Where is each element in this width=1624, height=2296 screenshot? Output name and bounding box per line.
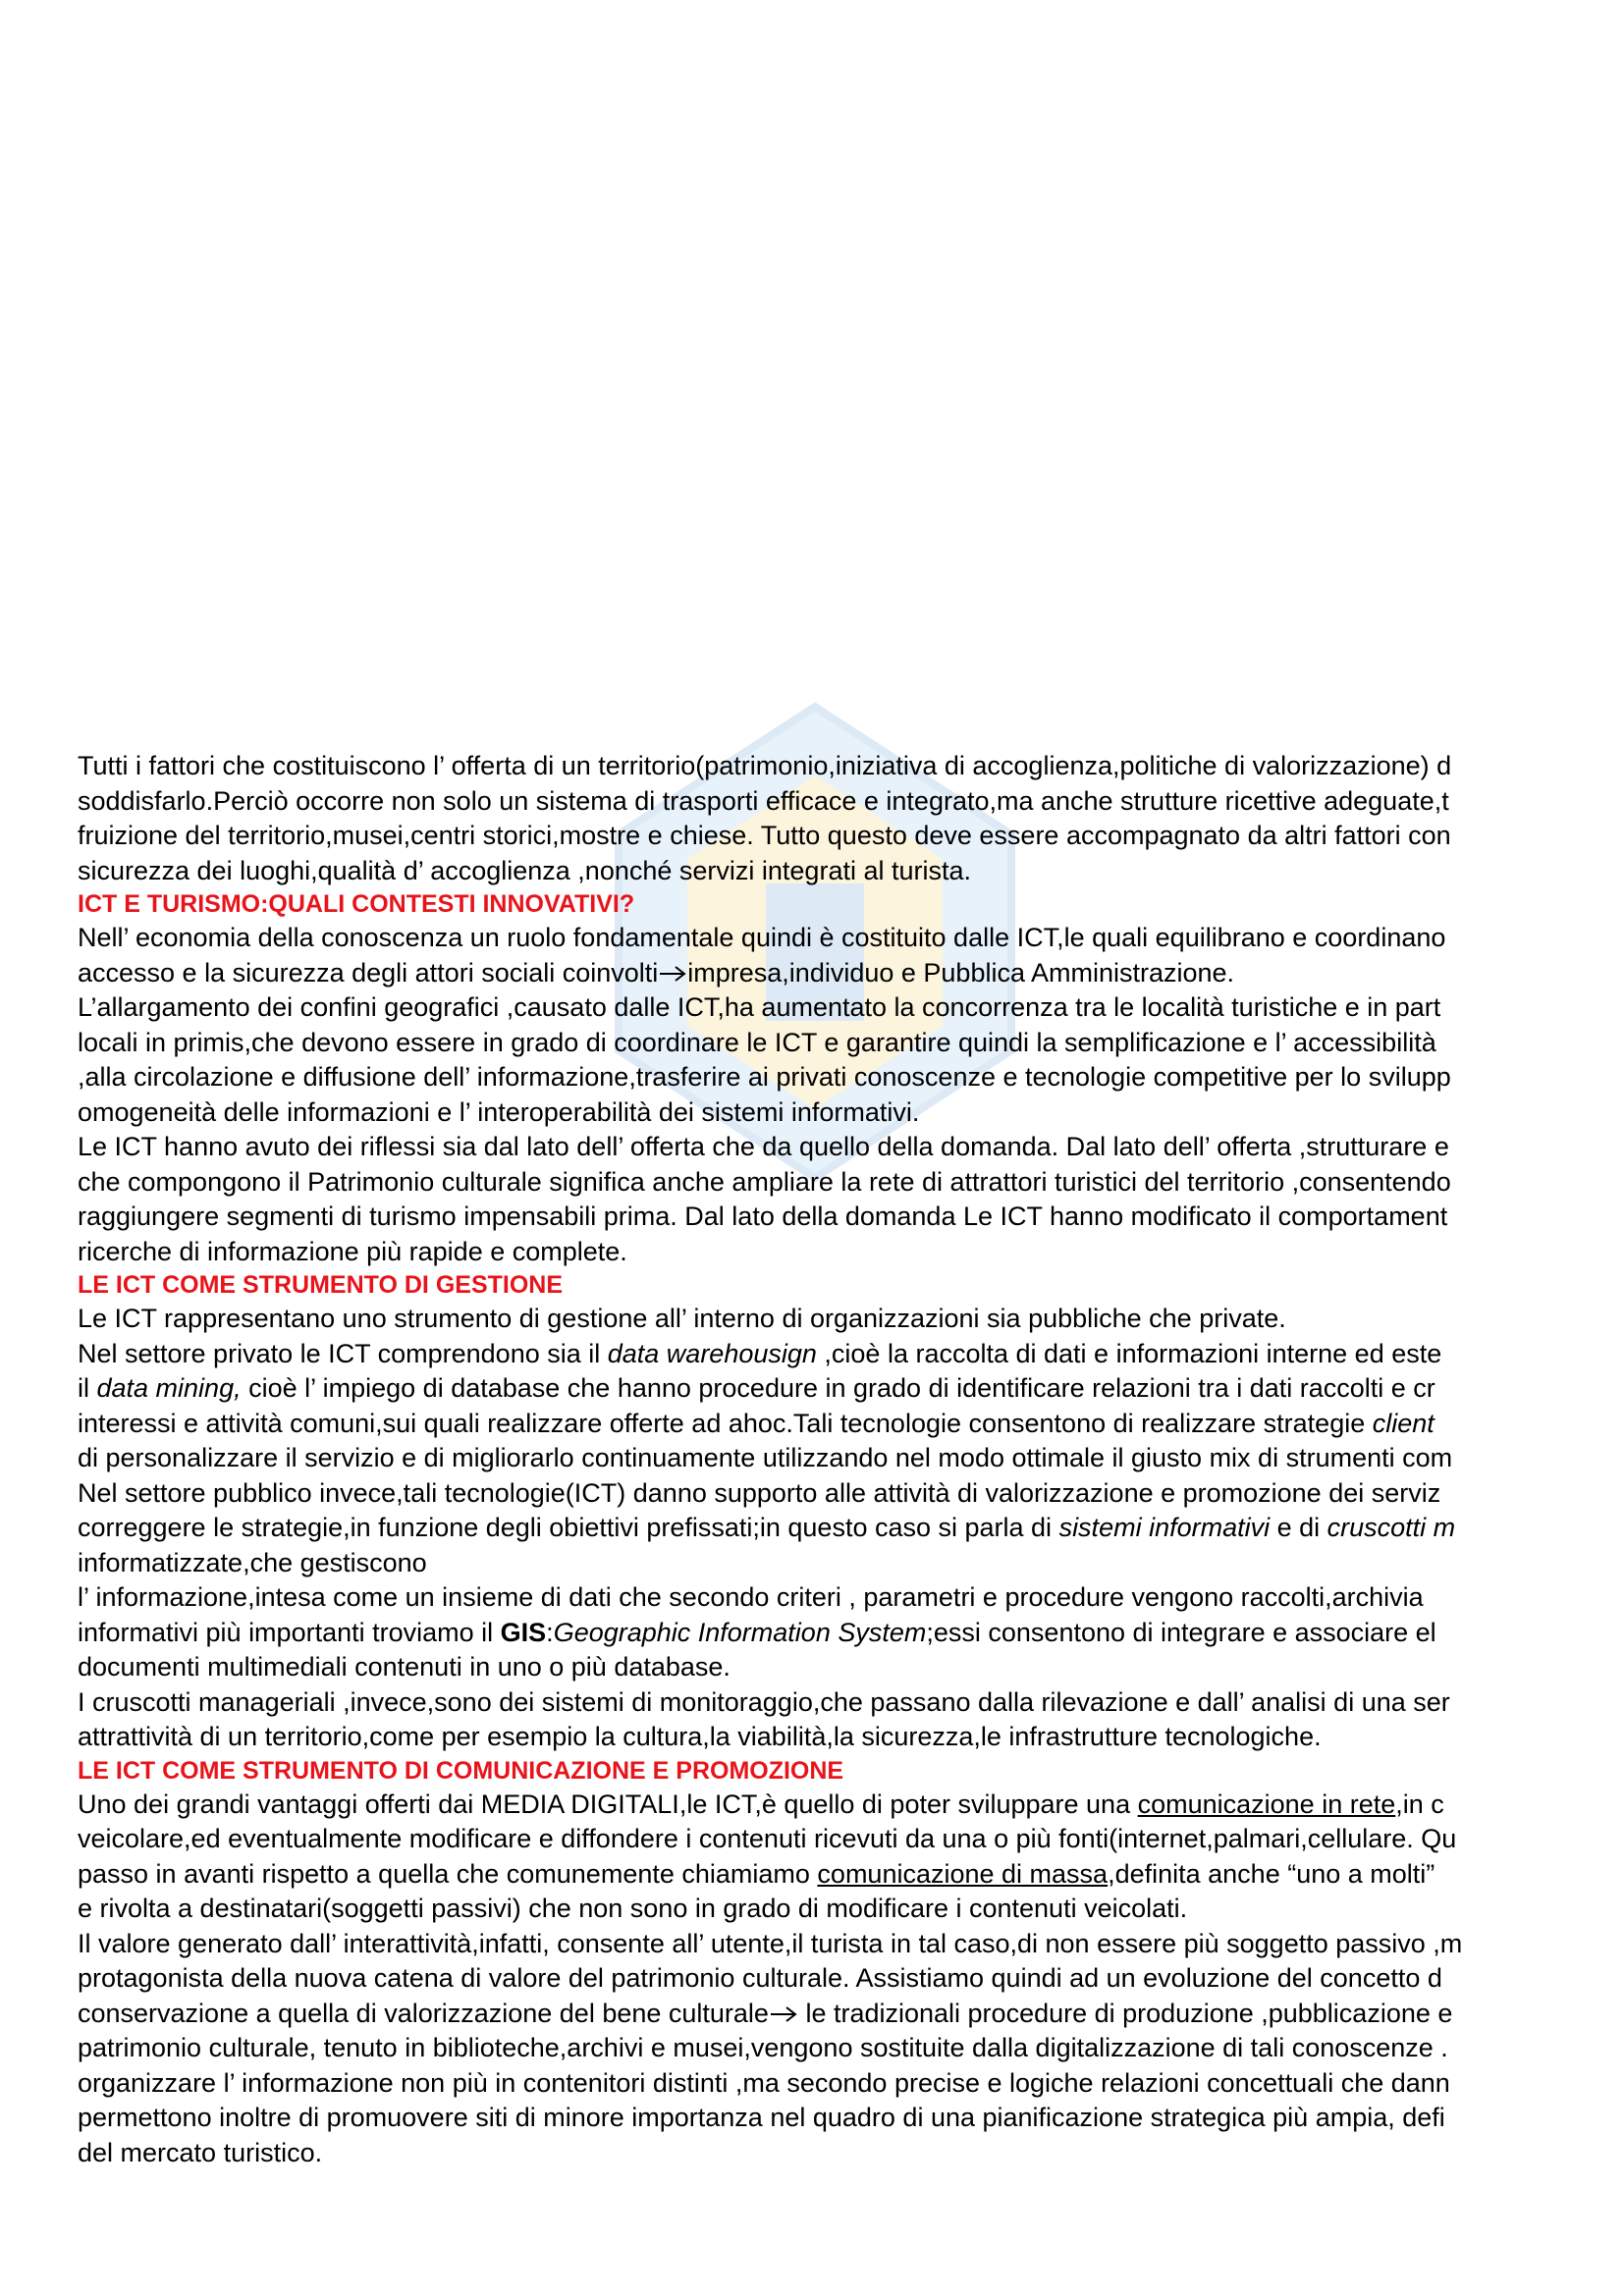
text-line: ricerche di informazione più rapide e complete. [78,1236,627,1266]
text-segment: il [78,1373,97,1403]
italic-term: client [1372,1408,1435,1438]
text-line: documenti multimediali contenuti in uno o più database. [78,1652,731,1682]
italic-term: data mining, [96,1373,242,1403]
text-segment: e di [1270,1513,1327,1542]
text-line: e rivolta a destinatari(soggetti passivi) che non sono in grado di modificare i contenuti veicolati. [78,1894,1188,1923]
text-segment: accesso e la sicurezza degli attori sociali coinvolti [78,957,659,988]
text-line: che compongono il Patrimonio culturale significa anche ampliare la rete di attrattori turistici del territorio ,consentendo [78,1166,1451,1197]
text-line: protagonista della nuova catena di valore del patrimonio culturale. Assistiamo quindi ad un evoluzione del concetto d [78,1963,1442,1993]
text-line [78,1407,1624,1442]
text-segment: conservazione a quella di valorizzazione del bene culturale [78,1998,769,2028]
text-line [78,1337,1624,1372]
text-segment: interessi e attività comuni,sui quali realizzare offerte ad ahoc.Tali tecnologie consentono di realizzare strategie [78,1408,1373,1438]
text-line [78,1616,1624,1651]
italic-term: Geographic Information System [553,1617,927,1647]
text-segment: passo in avanti rispetto a quella che comunemente chiamiamo [78,1858,818,1889]
text-segment: ,definita anche “uno a molti” [1108,1858,1435,1889]
text-line: informatizzate,che gestiscono [78,1547,427,1577]
text-segment: impresa,individuo e Pubblica Amministrazione. [687,957,1235,988]
text-segment: cioè l’ impiego di database che hanno procedure in grado di identificare relazioni tra i dati raccolti e cr [241,1373,1435,1403]
text-line: L’allargamento dei confini geografici ,causato dalle ICT,ha aumentato la concorrenza tra le località turistiche e in part [78,992,1441,1022]
underlined-term: comunicazione di massa [817,1858,1109,1889]
italic-term: sistemi informativi [1058,1513,1271,1542]
text-line: Tutti i fattori che costituiscono l’ offerta di un territorio(patrimonio,iniziativa di accoglienza,politiche di valorizzazione) d [78,751,1452,780]
text-line: omogeneità delle informazioni e l’ interoperabilità dei sistemi informativi. [78,1096,920,1127]
text-line: fruizione del territorio,musei,centri storici,mostre e chiese. Tutto questo deve essere accompagnato da altri fattori con [78,821,1451,850]
text-line: di personalizzare il servizio e di migliorarlo continuamente utilizzando nel modo ottimale il giusto mix di strumenti com [78,1443,1453,1472]
section-heading-ict-turismo: ICT E TURISMO:QUALI CONTESTI INNOVATIVI? [78,890,635,918]
text-line: sicurezza dei luoghi,qualità d’ accoglienza ,nonché servizi integrati al turista. [78,855,971,885]
text-line: raggiungere segmenti di turismo impensabili prima. Dal lato della domanda Le ICT hanno modificato il comportament [78,1201,1448,1231]
text-line: Le ICT hanno avuto dei riflessi sia dal lato dell’ offerta che da quello della domanda. Dal lato dell’ offerta ,strutturare e [78,1132,1449,1161]
text-line: ,alla circolazione e diffusione dell’ informazione,trasferire ai privati conoscenze e tecnologie competitive per lo svilupp [78,1062,1451,1092]
text-segment: ,cioè la raccolta di dati e informazioni interne ed este [816,1338,1442,1368]
right-arrow-icon [658,964,687,984]
section-heading-comunicazione: LE ICT COME STRUMENTO DI COMUNICAZIONE E PROMOZIONE [78,1756,844,1785]
text-line [78,1857,1624,1893]
underlined-term: comunicazione in rete [1137,1789,1396,1819]
right-arrow-icon [769,2004,798,2024]
italic-term: cruscotti m [1326,1513,1456,1542]
text-segment: ,in c [1395,1789,1444,1819]
text-segment: Uno dei grandi vantaggi offerti dai MEDIA DIGITALI,le ICT,è quello di poter sviluppare una [78,1789,1138,1819]
text-line [78,1997,1624,2032]
document-body [78,749,1624,2170]
italic-term: data warehousign [607,1338,817,1368]
text-line: soddisfarlo.Perciò occorre non solo un sistema di trasporti efficace e integrato,ma anche strutture ricettive adeguate,t [78,785,1449,816]
text-line [78,1371,1624,1407]
text-line [78,956,1624,991]
text-line: Le ICT rappresentano uno strumento di gestione all’ interno di organizzazioni sia pubbliche che private. [78,1304,1286,1333]
bold-term: GIS [500,1617,547,1647]
text-line: organizzare l’ informazione non più in contenitori distinti ,ma secondo precise e logiche relazioni concettuali che dann [78,2067,1450,2098]
text-line [78,1788,1624,1823]
text-line: Nel settore pubblico invece,tali tecnologie(ICT) danno supporto alle attività di valorizzazione e promozione dei serviz [78,1477,1441,1508]
text-line: Il valore generato dall’ interattività,infatti, consente all’ utente,il turista in tal caso,di non essere più soggetto passivo ,m [78,1928,1463,1958]
text-line: I cruscotti manageriali ,invece,sono dei sistemi di monitoraggio,che passano dalla rilevazione e dall’ analisi di una ser [78,1686,1450,1717]
text-segment: informativi più importanti troviamo il [78,1617,501,1647]
text-line: l’ informazione,intesa come un insieme di dati che secondo criteri , parametri e procedure vengono raccolti,archivia [78,1582,1424,1612]
text-line: del mercato turistico. [78,2137,323,2167]
text-line: permettono inoltre di promuovere siti di minore importanza nel quadro di una pianificazione strategica più ampia, defi [78,2103,1445,2132]
text-line: veicolare,ed eventualmente modificare e diffondere i contenuti ricevuti da una o più fonti(internet,palmari,cellulare. Qu [78,1824,1457,1853]
text-line: Nell’ economia della conoscenza un ruolo fondamentale quindi è costituito dalle ICT,le quali equilibrano e coordinano [78,923,1446,952]
text-segment: correggere le strategie,in funzione degli obiettivi prefissati;in questo caso si parla di [78,1513,1059,1542]
text-line: attrattività di un territorio,come per esempio la cultura,la viabilità,la sicurezza,le infrastrutture tecnologiche. [78,1722,1322,1751]
text-segment: : [546,1617,554,1647]
text-segment: Nel settore privato le ICT comprendono sia il [78,1338,608,1368]
section-heading-gestione: LE ICT COME STRUMENTO DI GESTIONE [78,1271,564,1299]
text-segment: le tradizionali procedure di produzione ,pubblicazione e [797,1998,1453,2028]
text-segment: ;essi consentono di integrare e associare el [926,1617,1436,1647]
text-line [78,1511,1624,1546]
text-line: locali in primis,che devono essere in grado di coordinare le ICT e garantire quindi la semplificazione e l’ accessibilità [78,1027,1436,1057]
text-line: patrimonio culturale, tenuto in biblioteche,archivi e musei,vengono sostituite dalla digitalizzazione di tali conoscenze . [78,2033,1448,2062]
